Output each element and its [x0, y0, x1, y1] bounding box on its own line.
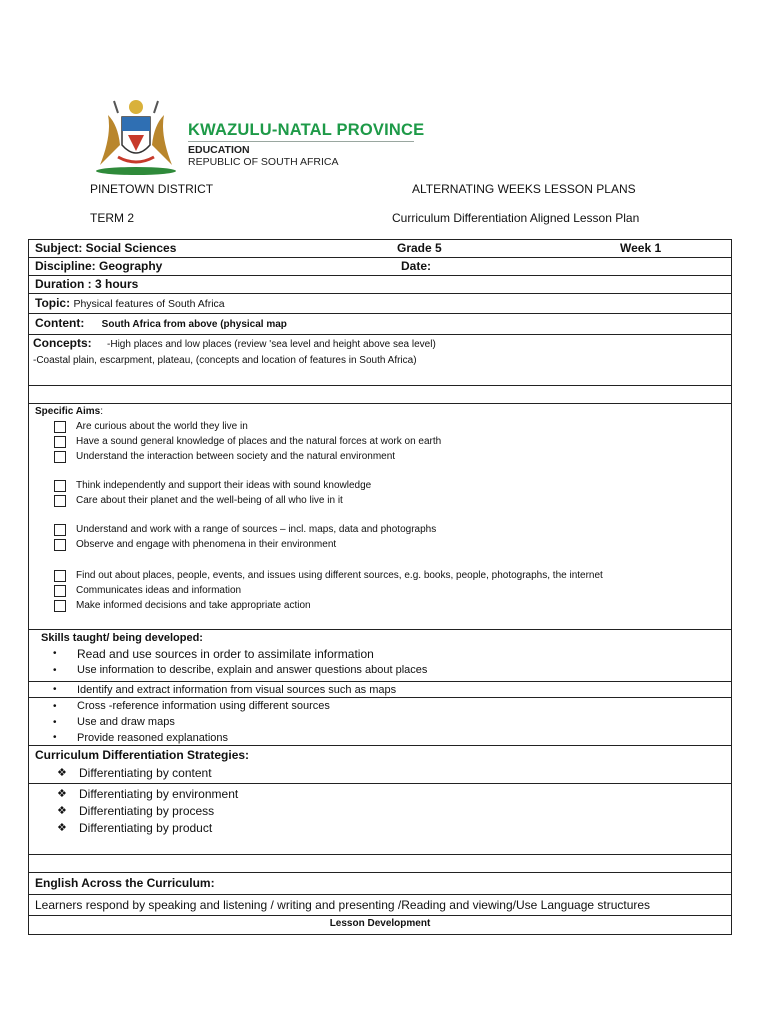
topic-value: Physical features of South Africa	[73, 298, 225, 310]
specific-aims-title: Specific Aims	[35, 406, 101, 417]
date-field[interactable]: Date:	[401, 259, 432, 273]
strategies-row-2	[29, 784, 732, 855]
logo-divider	[188, 141, 414, 142]
skills-row-3	[29, 698, 732, 746]
skill-item: • Identify and extract information from visual sources such as maps	[53, 683, 397, 696]
concepts-label: Concepts:	[33, 336, 92, 350]
content-row	[29, 314, 732, 335]
concepts-line-2: -Coastal plain, escarpment, plateau, (concepts and location of features in South Africa)	[33, 355, 417, 366]
plan-title: ALTERNATING WEEKS LESSON PLANS	[412, 182, 636, 196]
strategy-item: ❖ Differentiating by environment	[57, 786, 239, 801]
checkbox[interactable]	[54, 600, 66, 612]
concepts-row	[29, 335, 732, 386]
english-title-row	[29, 873, 732, 895]
content-value: South Africa from above (physical map	[101, 319, 287, 330]
term-label: TERM 2	[90, 211, 135, 225]
content-label: Content:	[35, 316, 85, 330]
department-logo	[92, 95, 425, 175]
skill-item: • Provide reasoned explanations	[53, 731, 229, 744]
strategies-title: Curriculum Differentiation Strategies:	[35, 748, 250, 762]
aim-item[interactable]: Communicates ideas and information	[35, 583, 725, 598]
discipline-row	[29, 258, 732, 276]
subject-row	[29, 240, 732, 258]
aim-item[interactable]: Understand the interaction between society and the natural environment	[35, 449, 725, 464]
subject-label: Subject: Social Sciences	[35, 241, 177, 255]
english-text: Learners respond by speaking and listening / writing and presenting /Reading and viewing/Use Language structures	[29, 895, 732, 916]
aim-item[interactable]: Think independently and support their ideas with sound knowledge	[35, 478, 725, 493]
english-title: English Across the Curriculum:	[29, 873, 732, 895]
blank-row	[29, 855, 732, 873]
aim-item[interactable]: Understand and work with a range of sources – incl. maps, data and photographs	[35, 522, 725, 537]
skills-title: Skills taught/ being developed:	[41, 632, 203, 644]
department-name: EDUCATION	[188, 144, 250, 156]
topic-label: Topic:	[35, 296, 71, 310]
aim-item[interactable]: Are curious about the world they live in	[35, 419, 725, 434]
skills-row-1	[29, 630, 732, 682]
skill-item: • Use information to describe, explain and answer questions about places	[53, 664, 428, 676]
concepts-line-1: -High places and low places (review 'sea level and height above sea level)	[107, 339, 436, 350]
checkbox[interactable]	[54, 480, 66, 492]
checkbox[interactable]	[54, 421, 66, 433]
strategy-item: ❖ Differentiating by content	[57, 765, 212, 780]
strategy-item: ❖ Differentiating by product	[57, 820, 213, 835]
checkbox[interactable]	[54, 495, 66, 507]
grade-label: Grade 5	[397, 241, 442, 255]
checkbox[interactable]	[54, 436, 66, 448]
skill-item: • Cross -reference information using different sources	[53, 700, 330, 712]
province-name: KWAZULU-NATAL PROVINCE	[188, 121, 425, 139]
lesson-development-title: Lesson Development	[29, 916, 732, 935]
week-label: Week 1	[620, 241, 662, 255]
english-text-row	[29, 895, 732, 916]
checkbox[interactable]	[54, 585, 66, 597]
country-name: REPUBLIC OF SOUTH AFRICA	[188, 156, 339, 168]
discipline-label: Discipline: Geography	[35, 259, 163, 273]
lesson-plan-table	[28, 239, 732, 935]
checkbox[interactable]	[54, 451, 66, 463]
plan-type: Curriculum Differentiation Aligned Lesson Plan	[392, 211, 640, 225]
strategies-row-1	[29, 746, 732, 784]
strategy-item: ❖ Differentiating by process	[57, 803, 215, 818]
specific-aims-row: Specific Aims: Are curious about the world they live in Have a sound general knowledge of places and the natural forces at work on earth Understand the interaction between society and the natural environment Think independently and support their ideas with sound knowledge Care about their planet and the well-being of all who live in it Understand and work with a range of sources – incl. maps, data and photographs Observe and engage with phenomena in their environment Find out about places, people, events, and issues using different sources, e.g. books, people, photographs, the internet Communicates ideas and information Make informed decisions and take appropriate action	[29, 404, 732, 630]
duration-label: Duration : 3 hours	[29, 276, 732, 294]
checkbox[interactable]	[54, 524, 66, 536]
aim-item[interactable]: Care about their planet and the well-being of all who live in it	[35, 493, 725, 508]
aim-item[interactable]: Find out about places, people, events, and issues using different sources, e.g. books, people, photographs, the internet	[35, 568, 725, 583]
duration-row	[29, 276, 732, 294]
blank-row	[29, 386, 732, 404]
coat-of-arms-icon	[92, 95, 180, 175]
checkbox[interactable]	[54, 570, 66, 582]
topic-row	[29, 294, 732, 314]
skills-row-2	[29, 682, 732, 698]
skill-item: • Use and draw maps	[53, 716, 175, 728]
skill-item: • Read and use sources in order to assimilate information	[53, 646, 374, 661]
checkbox[interactable]	[54, 539, 66, 551]
lesson-development-row	[29, 916, 732, 935]
district-label: PINETOWN DISTRICT	[90, 182, 214, 196]
aim-item[interactable]: Make informed decisions and take appropriate action	[35, 598, 725, 613]
aim-item[interactable]: Have a sound general knowledge of places and the natural forces at work on earth	[35, 434, 725, 449]
aim-item[interactable]: Observe and engage with phenomena in their environment	[35, 537, 725, 552]
